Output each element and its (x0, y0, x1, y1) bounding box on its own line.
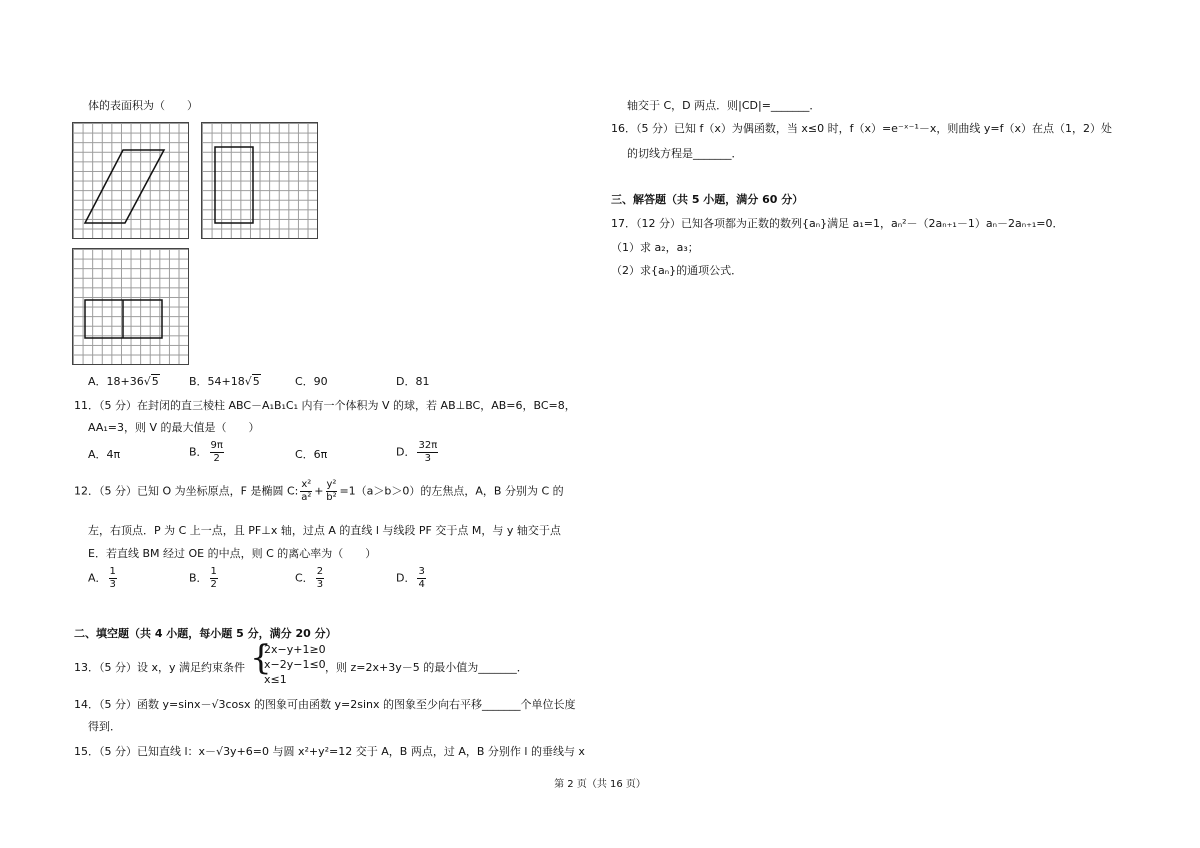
q17-sub1: （1）求 a₂，a₃； (611, 241, 699, 254)
constraint-1: 2x−y+1≥0 (264, 643, 326, 656)
constraint-2: x−2y−1≤0 (264, 658, 326, 671)
side-view-grid (201, 122, 318, 239)
q10-option-b: B．54+18√5 (189, 375, 260, 388)
q12-line3: E．若直线 BM 经过 OE 的中点，则 C 的离心率为（ ） (88, 547, 377, 560)
q14-line1: 14．（5 分）函数 y=sinx－√3cosx 的图象可由函数 y=2sinx 的图象至少向右平移_______个单位长度 (74, 698, 576, 711)
q12-option-b: B． $\frac{1}{2}$ (189, 566, 217, 590)
q13-constraint-system (264, 643, 326, 686)
q15-line2: 轴交于 C，D 两点．则|CD|=_______． (627, 99, 821, 112)
q10-intro-text: 体的表面积为（ ） (88, 99, 198, 112)
rectangle-figure (202, 123, 317, 238)
q10-option-a: A．18+36√5 (88, 375, 159, 388)
q14-line2: 得到． (88, 720, 121, 733)
parallelogram-figure (73, 123, 188, 238)
q16-line1: 16．（5 分）已知 f（x）为偶函数，当 x≤0 时，f（x）=e⁻ˣ⁻¹－x，则曲线 y=f（x）在点（1，2）处 (611, 122, 1112, 135)
top-view-grid (72, 248, 189, 365)
q13-suffix: ，则 z=2x+3y－5 的最小值为_______． (325, 661, 528, 674)
page-footer: 第 2 页（共 16 页） (554, 779, 646, 790)
q11-line2: AA₁=3，则 V 的最大值是（ ） (88, 421, 260, 434)
q17-line1: 17．（12 分）已知各项都为正数的数列{aₙ}满足 a₁=1，aₙ²－（2aₙ₊₁－1）aₙ－2aₙ₊₁=0． (611, 217, 1064, 230)
q13-prefix: 13．（5 分）设 x，y 满足约束条件 (74, 661, 246, 674)
q12-line1: 12．（5 分）已知 O 为坐标原点，F 是椭圆 C: $\frac{\text{x²}}{\text{a²}}$ + $\frac{\text{y²}}{\text{b²}}$ =1（a＞b＞0）的左焦点，A，B 分别为 C 的 (74, 479, 564, 503)
section-3-title: 三、解答题（共 5 小题，满分 60 分） (611, 193, 804, 206)
q12-option-c: C． $\frac{2}{3}$ (295, 566, 324, 590)
q11-option-c: C．6π (295, 448, 328, 461)
q17-sub2: （2）求{aₙ}的通项公式． (611, 264, 743, 277)
front-view-grid (72, 122, 189, 239)
q16-line2: 的切线方程是_______． (627, 147, 743, 160)
q12-option-d: D． $\frac{3}{4}$ (396, 566, 425, 590)
q11-option-a: A．4π (88, 448, 121, 461)
system-brace: { (250, 638, 272, 678)
q12-line2: 左，右顶点．P 为 C 上一点，且 PF⊥x 轴，过点 A 的直线 l 与线段 PF 交于点 M，与 y 轴交于点 (88, 524, 561, 537)
section-2-title: 二、填空题（共 4 小题，每小题 5 分，满分 20 分） (74, 627, 337, 640)
double-rectangle-figure (73, 249, 188, 364)
q12-option-a: A． $\frac{1}{3}$ (88, 566, 116, 590)
q11-option-d: D． $\frac{32\pi}{3}$ (396, 440, 438, 464)
q11-option-b: B． $\frac{9\pi}{2}$ (189, 440, 223, 464)
constraint-3: x≤1 (264, 673, 287, 686)
q11-line1: 11．（5 分）在封闭的直三棱柱 ABC－A₁B₁C₁ 内有一个体积为 V 的球，若 AB⊥BC，AB=6，BC=8， (74, 399, 576, 412)
q15-line1: 15．（5 分）已知直线 l：x－√3y+6=0 与圆 x²+y²=12 交于 A，B 两点，过 A，B 分别作 l 的垂线与 x (74, 745, 585, 758)
q10-option-c: C．90 (295, 375, 328, 388)
q10-option-d: D．81 (396, 375, 430, 388)
